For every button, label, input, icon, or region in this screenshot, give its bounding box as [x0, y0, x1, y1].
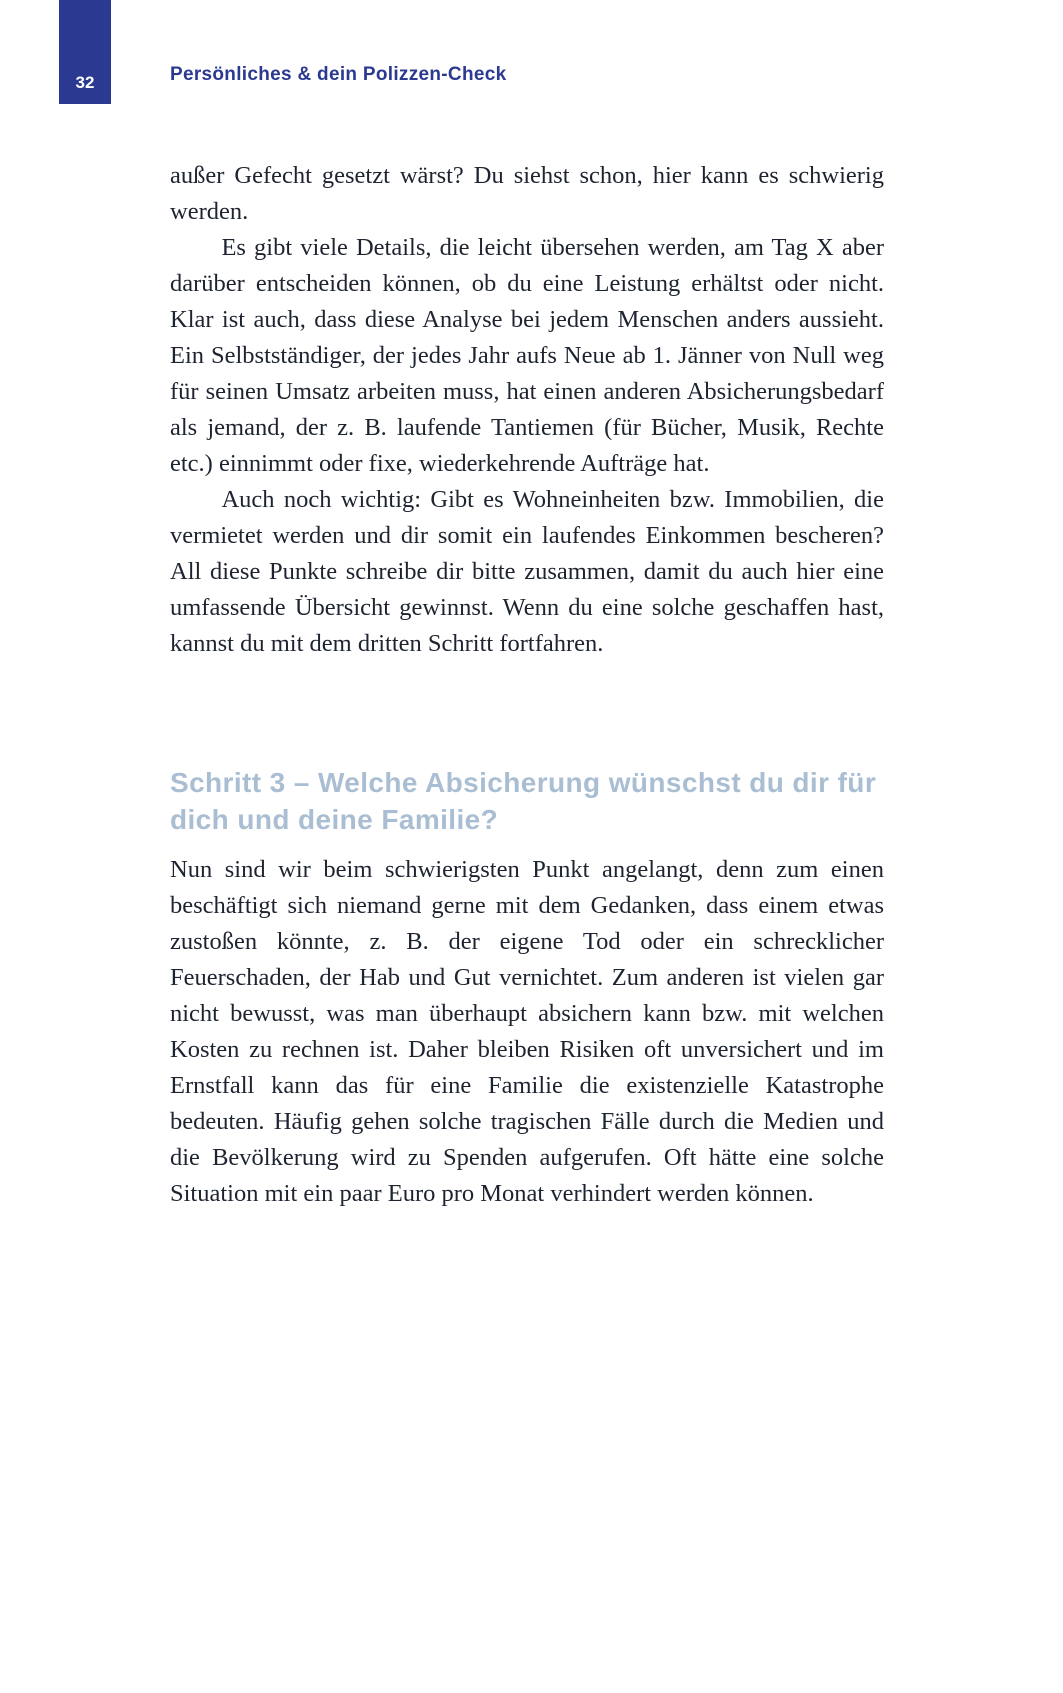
page-number: 32	[75, 73, 95, 92]
paragraph: Auch noch wichtig: Gibt es Wohneinheiten bzw. Immobilien, die vermietet werden und dir somit ein laufendes Einkommen bescheren? All diese Punkte schreibe dir bitte zusammen, damit du auch hier eine umfassende Übersicht gewinnst. Wenn du eine solche geschaffen hast, kannst du mit dem dritten Schritt fortfahren.	[170, 486, 884, 657]
paragraph: Nun sind wir beim schwierigsten Punkt angelangt, denn zum einen beschäftigt sich niemand gerne mit dem Gedanken, dass einem etwas zustoßen könnte, z. B. der eigene Tod oder ein schrecklicher Feuerschaden, der Hab und Gut vernichtet. Zum anderen ist vielen gar nicht bewusst, was man überhaupt absichern kann bzw. mit welchen Kosten zu rechnen ist. Daher bleiben Risiken oft unversichert und im Ernstfall kann das für eine Familie die existenzielle Katastrophe bedeuten. Häufig gehen solche tragischen Fälle durch die Medien und die Bevölkerung wird zu Spenden aufgerufen. Oft hätte eine solche Situation mit ein paar Euro pro Monat verhindert werden können.	[170, 856, 884, 1207]
paragraph: Es gibt viele Details, die leicht übersehen werden, am Tag X aber darüber entscheiden können, ob du eine Leistung erhältst oder nicht. Klar ist auch, dass diese Analyse bei jedem Menschen anders aussieht. Ein Selbstständiger, der jedes Jahr aufs Neue ab 1. Jänner von Null weg für seinen Umsatz arbeiten muss, hat einen anderen Absicherungsbedarf als jemand, der z. B. laufende Tantiemen (für Bücher, Musik, Rechte etc.) einnimmt oder fixe, wiederkehrende Aufträge hat.	[170, 234, 884, 477]
running-head: Persönliches & dein Polizzen-Check	[170, 64, 507, 85]
paragraph-continuation: außer Gefecht gesetzt wärst? Du siehst schon, hier kann es schwierig werden.	[170, 162, 884, 225]
section-heading: Schritt 3 – Welche Absicherung wünschst du dir für dich und deine Familie?	[170, 767, 877, 835]
text-column	[170, 158, 884, 1212]
page-number-badge	[59, 0, 111, 104]
